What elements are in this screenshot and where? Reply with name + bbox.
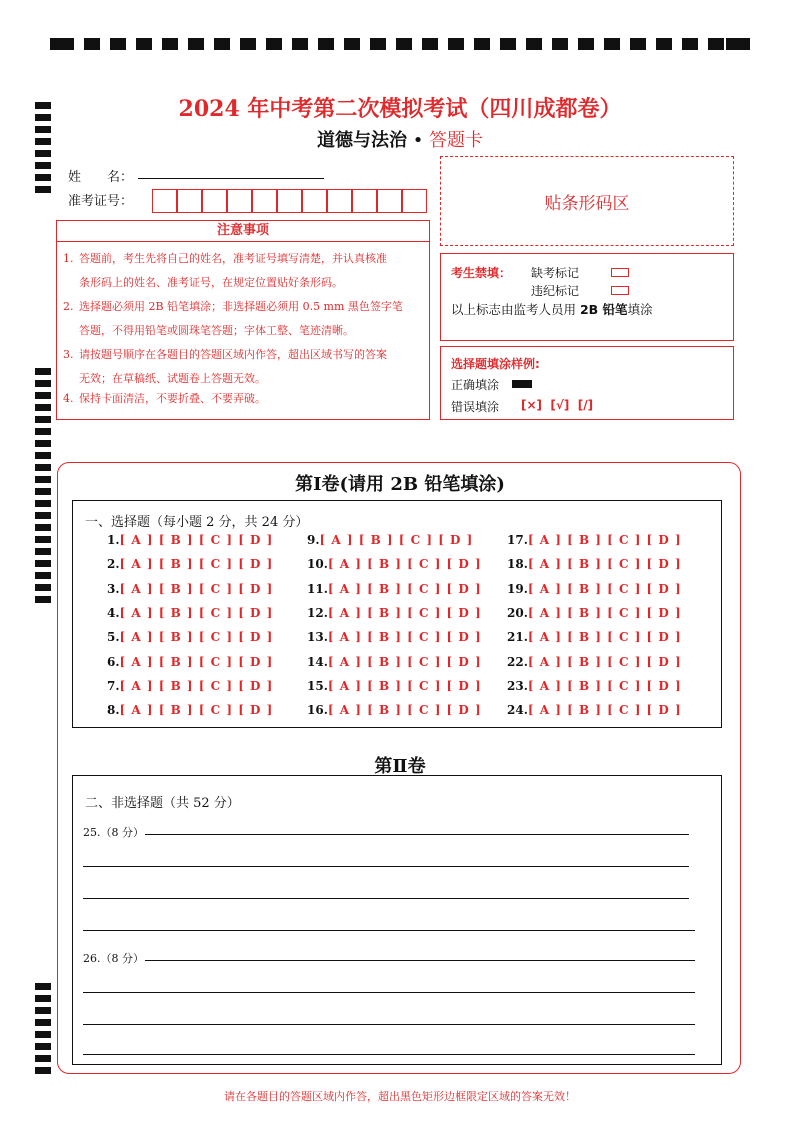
- timing-mark: [240, 38, 256, 50]
- timing-mark: [50, 38, 74, 50]
- question-19: [507, 582, 682, 596]
- timing-mark: [604, 38, 620, 50]
- question-16: [307, 703, 482, 717]
- question-number: 12.: [307, 605, 328, 620]
- answer-options[interactable]: [ A ] [ B ] [ C ] [ D ]: [327, 557, 482, 572]
- timing-mark: [682, 38, 698, 50]
- timing-mark: [35, 995, 51, 1002]
- timing-mark: [162, 38, 178, 50]
- id-digit-box[interactable]: [302, 189, 327, 213]
- question-15: [307, 679, 482, 693]
- question-20: [507, 606, 682, 620]
- answer-options[interactable]: [ A ] [ B ] [ C ] [ D ]: [119, 703, 274, 718]
- answer-options[interactable]: [ A ] [ B ] [ C ] [ D ]: [327, 581, 482, 596]
- timing-mark: [526, 38, 542, 50]
- answer-options[interactable]: [ A ] [ B ] [ C ] [ D ]: [119, 605, 274, 620]
- timing-mark: [136, 38, 152, 50]
- timing-mark: [35, 416, 51, 423]
- id-digit-box[interactable]: [152, 189, 177, 213]
- notice-item-3: [63, 343, 425, 391]
- timing-mark: [35, 560, 51, 567]
- answer-options[interactable]: [ A ] [ B ] [ C ] [ D ]: [119, 630, 274, 645]
- answer-options[interactable]: [ A ] [ B ] [ C ] [ D ]: [119, 533, 274, 547]
- absent-mark-label: 缺考标记: [531, 266, 580, 280]
- question-24: [507, 703, 682, 717]
- exam-title: 2024 年中考第二次模拟考试（四川成都卷）: [178, 96, 622, 122]
- timing-mark: [35, 162, 51, 169]
- answer-options[interactable]: [ A ] [ B ] [ C ] [ D ]: [319, 533, 474, 547]
- question-7: [107, 679, 273, 693]
- question-number: 23.: [507, 678, 528, 693]
- question-10: [307, 557, 482, 571]
- notice-num: 4.: [63, 392, 74, 405]
- barcode-area: [440, 156, 734, 246]
- answer-options[interactable]: [ A ] [ B ] [ C ] [ D ]: [527, 581, 682, 596]
- section2-title: 第Ⅱ卷: [374, 756, 426, 777]
- notice-num: 3.: [63, 348, 74, 361]
- timing-mark: [214, 38, 230, 50]
- timing-mark: [35, 1019, 51, 1026]
- timing-mark: [726, 38, 750, 50]
- timing-mark: [35, 1067, 51, 1074]
- question-number: 6.: [107, 654, 120, 669]
- timing-mark: [35, 404, 51, 411]
- question-9: [307, 533, 473, 547]
- answer-options[interactable]: [ A ] [ B ] [ C ] [ D ]: [119, 654, 274, 669]
- timing-mark: [578, 38, 594, 50]
- id-digit-box[interactable]: [327, 189, 352, 213]
- notice-line: 答题，不得用铅笔或圆珠笔答题；字体工整、笔迹清晰。: [79, 324, 354, 337]
- question-11: [307, 582, 482, 596]
- answer-card-label: 答题卡: [429, 130, 484, 151]
- notice-item-1: [63, 247, 425, 295]
- timing-mark: [35, 452, 51, 459]
- timing-mark: [35, 392, 51, 399]
- timing-mark: [656, 38, 672, 50]
- q26-label: 26.（8 分）: [83, 952, 144, 965]
- answer-line[interactable]: [83, 1024, 695, 1025]
- subject-name: 道德与法治: [316, 130, 407, 151]
- question-17: [507, 533, 682, 547]
- question-18: [507, 557, 682, 571]
- timing-mark: [35, 368, 51, 375]
- question-number: 20.: [507, 605, 528, 620]
- prohibit-box: [440, 253, 734, 341]
- answer-options[interactable]: [ A ] [ B ] [ C ] [ D ]: [527, 605, 682, 620]
- violation-mark-box[interactable]: [611, 286, 629, 295]
- sample-box: [440, 346, 734, 420]
- id-digit-box[interactable]: [252, 189, 277, 213]
- answer-line[interactable]: [83, 992, 695, 993]
- timing-mark: [396, 38, 412, 50]
- id-digit-box[interactable]: [377, 189, 402, 213]
- timing-mark: [318, 38, 334, 50]
- section2-heading: 二、非选择题（共 52 分）: [85, 796, 240, 811]
- notice-line: 条形码上的姓名、准考证号，在规定位置贴好条形码。: [79, 276, 343, 289]
- id-digit-box[interactable]: [227, 189, 252, 213]
- section1-title: 第Ⅰ卷(请用 2B 铅笔填涂): [295, 474, 505, 495]
- timing-mark: [35, 186, 51, 193]
- section1-heading: 一、选择题（每小题 2 分，共 24 分）: [85, 515, 309, 530]
- answer-options[interactable]: [ A ] [ B ] [ C ] [ D ]: [119, 678, 274, 693]
- answer-options[interactable]: [ A ] [ B ] [ C ] [ D ]: [527, 703, 682, 718]
- question-number: 8.: [107, 703, 120, 718]
- answer-options[interactable]: [ A ] [ B ] [ C ] [ D ]: [327, 703, 482, 718]
- question-number: 4.: [107, 605, 120, 620]
- question-number: 16.: [307, 703, 328, 718]
- question-13: [307, 630, 482, 644]
- timing-mark: [474, 38, 490, 50]
- notice-num: 1.: [63, 252, 74, 265]
- name-field[interactable]: [138, 178, 324, 179]
- question-number: 7.: [107, 678, 120, 693]
- question-1: [107, 533, 273, 547]
- timing-mark: [370, 38, 386, 50]
- answer-options[interactable]: [ A ] [ B ] [ C ] [ D ]: [527, 678, 682, 693]
- timing-mark: [188, 38, 204, 50]
- timing-mark: [35, 548, 51, 555]
- correct-fill-label: 正确填涂: [451, 378, 500, 392]
- question-12: [307, 606, 482, 620]
- question-8: [107, 703, 273, 717]
- timing-mark: [35, 584, 51, 591]
- timing-mark: [708, 38, 724, 50]
- answer-options[interactable]: [ A ] [ B ] [ C ] [ D ]: [119, 581, 274, 596]
- timing-mark: [344, 38, 360, 50]
- subtitle-dot: •: [412, 130, 424, 151]
- exam-id-boxes[interactable]: [152, 189, 427, 213]
- notice-line: 无效；在草稿纸、试题卷上答题无效。: [79, 372, 266, 385]
- timing-mark: [35, 572, 51, 579]
- question-number: 2.: [107, 557, 120, 572]
- timing-mark: [35, 1007, 51, 1014]
- violation-mark-label: 违纪标记: [531, 284, 580, 298]
- id-digit-box[interactable]: [177, 189, 202, 213]
- timing-mark: [552, 38, 568, 50]
- timing-mark: [35, 1055, 51, 1062]
- timing-mark: [35, 500, 51, 507]
- answer-line[interactable]: [145, 834, 689, 835]
- wrong-fill-samples: [×] [√] [/]: [521, 398, 594, 412]
- answer-options[interactable]: [ A ] [ B ] [ C ] [ D ]: [327, 605, 482, 620]
- note-prefix: 以上标志由监考人员用: [451, 302, 580, 317]
- prohibit-label: 考生禁填：: [451, 266, 512, 280]
- question-22: [507, 655, 682, 669]
- answer-options[interactable]: [ A ] [ B ] [ C ] [ D ]: [327, 630, 482, 645]
- answer-line[interactable]: [83, 866, 689, 867]
- answer-options[interactable]: [ A ] [ B ] [ C ] [ D ]: [119, 557, 274, 572]
- notice-box: [56, 220, 430, 420]
- question-4: [107, 606, 273, 620]
- question-number: 18.: [507, 557, 528, 572]
- question-number: 13.: [307, 630, 328, 645]
- notice-num: 2.: [63, 300, 74, 313]
- question-3: [107, 582, 273, 596]
- notice-line: 选择题必须用 2B 铅笔填涂；非选择题必须用 0.5 mm 黑色签字笔: [79, 300, 403, 313]
- timing-mark: [35, 512, 51, 519]
- name-label: 姓 名：: [68, 170, 134, 185]
- question-number: 11.: [307, 581, 328, 596]
- question-2: [107, 557, 273, 571]
- timing-mark: [35, 983, 51, 990]
- timing-mark: [35, 536, 51, 543]
- question-number: 22.: [507, 654, 528, 669]
- question-21: [507, 630, 682, 644]
- section2-box: [72, 775, 722, 1065]
- notice-title: 注意事项: [57, 221, 429, 242]
- question-number: 24.: [507, 703, 528, 718]
- exam-subtitle: [0, 126, 800, 152]
- id-digit-box[interactable]: [277, 189, 302, 213]
- absent-mark-box[interactable]: [611, 268, 629, 277]
- question-number: 17.: [507, 533, 528, 547]
- question-number: 1.: [107, 533, 120, 547]
- timing-mark: [422, 38, 438, 50]
- question-6: [107, 655, 273, 669]
- timing-mark: [35, 428, 51, 435]
- id-digit-box[interactable]: [202, 189, 227, 213]
- timing-mark: [630, 38, 646, 50]
- timing-mark: [266, 38, 282, 50]
- question-5: [107, 630, 273, 644]
- timing-mark: [35, 1043, 51, 1050]
- sample-title: 选择题填涂样例:: [451, 357, 540, 371]
- answer-options[interactable]: [ A ] [ B ] [ C ] [ D ]: [527, 654, 682, 669]
- answer-options[interactable]: [ A ] [ B ] [ C ] [ D ]: [527, 557, 682, 572]
- answer-line[interactable]: [83, 1054, 695, 1055]
- timing-mark: [35, 524, 51, 531]
- timing-mark: [448, 38, 464, 50]
- question-number: 9.: [307, 533, 320, 547]
- timing-mark: [35, 380, 51, 387]
- wrong-fill-label: 错误填涂: [451, 400, 500, 414]
- timing-mark: [35, 1031, 51, 1038]
- notice-item-2: [63, 295, 425, 343]
- question-number: 10.: [307, 557, 328, 572]
- answer-options[interactable]: [ A ] [ B ] [ C ] [ D ]: [527, 630, 682, 645]
- id-label: 准考证号：: [68, 194, 134, 209]
- timing-mark: [35, 596, 51, 603]
- timing-mark: [110, 38, 126, 50]
- notice-line: 答题前，考生先将自己的姓名，准考证号填写清楚，并认真核准: [79, 252, 387, 265]
- timing-mark: [84, 38, 100, 50]
- prohibit-note: [451, 300, 653, 318]
- question-number: 3.: [107, 581, 120, 596]
- timing-mark: [35, 174, 51, 181]
- question-number: 21.: [507, 630, 528, 645]
- notice-line: 请按题号顺序在各题目的答题区域内作答，超出区域书写的答案: [79, 348, 387, 361]
- answer-options[interactable]: [ A ] [ B ] [ C ] [ D ]: [527, 533, 682, 547]
- question-number: 5.: [107, 630, 120, 645]
- timing-mark: [500, 38, 516, 50]
- question-14: [307, 655, 482, 669]
- question-number: 14.: [307, 654, 328, 669]
- note-bold: 2B 铅笔: [579, 302, 628, 317]
- top-timing-marks: [50, 38, 750, 52]
- answer-options[interactable]: [ A ] [ B ] [ C ] [ D ]: [327, 654, 482, 669]
- timing-mark: [292, 38, 308, 50]
- answer-line[interactable]: [83, 898, 689, 899]
- notice-line: 保持卡面清洁，不要折叠、不要弄破。: [79, 392, 266, 405]
- id-digit-box[interactable]: [402, 189, 427, 213]
- answer-options[interactable]: [ A ] [ B ] [ C ] [ D ]: [327, 678, 482, 693]
- notice-item-4: [63, 387, 425, 411]
- question-number: 15.: [307, 678, 328, 693]
- footer-warning: 请在各题目的答题区域内作答，超出黑色矩形边框限定区域的答案无效！: [224, 1090, 576, 1103]
- question-23: [507, 679, 682, 693]
- barcode-label: 贴条形码区: [544, 193, 630, 214]
- answer-line[interactable]: [83, 930, 695, 931]
- id-digit-box[interactable]: [352, 189, 377, 213]
- question-number: 19.: [507, 581, 528, 596]
- answer-line[interactable]: [145, 960, 695, 961]
- correct-fill-sample: [512, 380, 532, 388]
- timing-mark: [35, 440, 51, 447]
- q25-label: 25.（8 分）: [83, 826, 144, 839]
- left-timing-marks-3: [35, 983, 51, 1075]
- note-suffix: 填涂: [627, 302, 653, 317]
- section1-box: [72, 500, 722, 728]
